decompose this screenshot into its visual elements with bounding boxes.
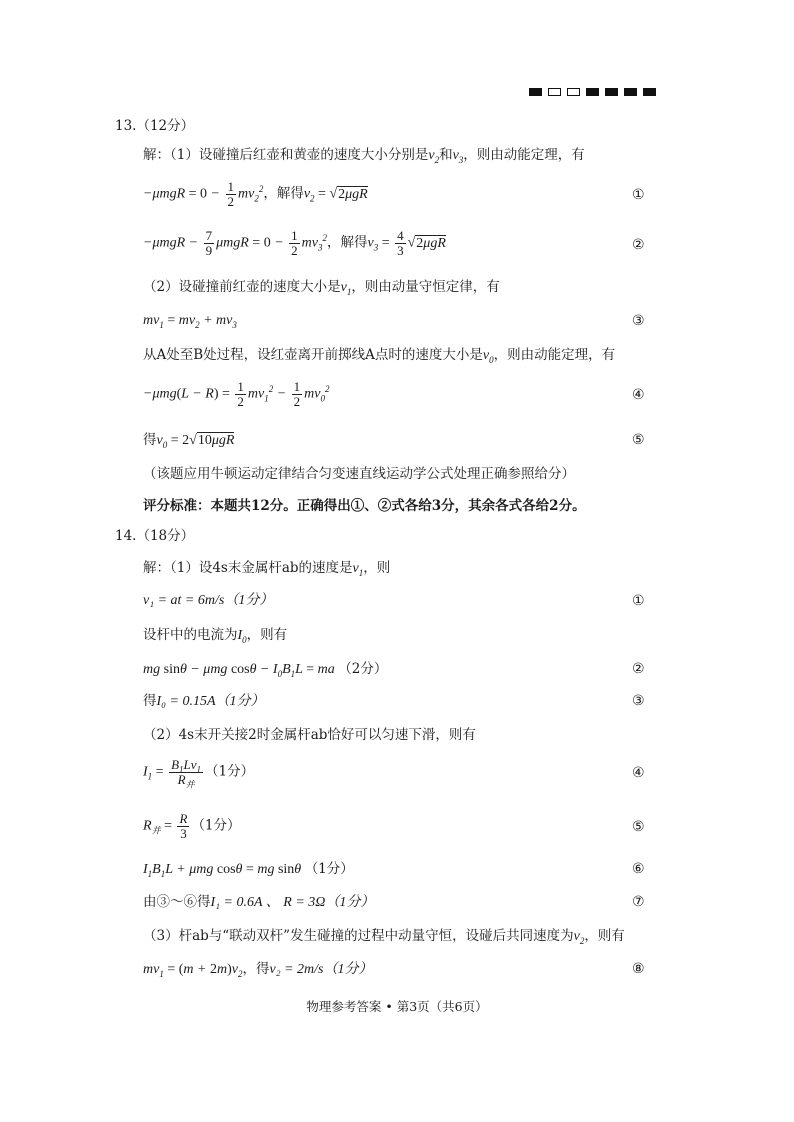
q13-eq5: 得$v_0 = 2√10\mu gR$ [143, 432, 235, 450]
q13-eq1: −μmgR = 0 − $\frac{1}{2}$ $mv_2^2$，解得$v_2 = √2\mu gR$ [143, 179, 368, 209]
page-marker-squares [529, 88, 656, 96]
page-footer: 物理参考答案 • 第3页（共6页） [306, 999, 488, 1014]
eq-marker: ② [632, 237, 645, 253]
q13-heading: 13.（12分） [115, 118, 195, 134]
eq-marker: ③ [632, 313, 645, 329]
q13-line2: （2）设碰撞前红壶的速度大小是$v_1$，则由动量守恒定律，有 [143, 279, 500, 297]
q13-eq3: $mv_1 = mv_2 + mv_3$ [143, 313, 237, 330]
q14-line2: 设杆中的电流为$I_0$，则有 [143, 627, 288, 645]
marker-filled [624, 88, 637, 96]
q13-line1: 解：（1）设碰撞后红壶和黄壶的速度大小分别是$v_2$和$v_3$，则由动能定理，有 [143, 147, 585, 165]
q14-eq4: $I_1$ = $\frac{B_1Lv_1}{R_并}$ （1分） [143, 757, 255, 790]
eq-marker: ① [632, 187, 645, 203]
eq-marker: ④ [632, 387, 645, 403]
q14-line3: （2）4s末开关接2时金属杆ab恰好可以匀速下滑，则有 [143, 727, 476, 743]
marker-filled [529, 88, 542, 96]
eq-marker: ⑧ [632, 961, 645, 977]
q14-line4: （3）杆ab与“联动双杆”发生碰撞的过程中动量守恒，设碰后共同速度为$v_2$，则有 [143, 928, 625, 946]
q13-note: （该题应用牛顿运动定律结合匀变速直线运动学公式处理正确参照给分） [143, 466, 575, 482]
q14-eq8: $mv_1 = (m + 2m)v_2$，得v₂ = 2m/s（1分） [143, 961, 373, 979]
q14-heading: 14.（18分） [115, 528, 195, 544]
q14-eq1: v₁ = at = 6m/s（1分） [143, 593, 274, 608]
q13-scoring: 评分标准：本题共12分。正确得出①、②式各给3分，其余各式各给2分。 [143, 498, 586, 514]
q13-line3: 从A处至B处过程，设红壶离开前掷线A点时的速度大小是$v_0$，则由动能定理，有 [143, 347, 616, 365]
eq-marker: ⑥ [632, 861, 645, 877]
q14-eq6: $I_1B_1L + \mu mg$ cosθ = mg sinθ （1分） [143, 861, 354, 879]
eq-marker: ⑤ [632, 432, 645, 448]
marker-outline [548, 88, 561, 96]
eq-marker: ③ [632, 693, 645, 709]
q13-eq4: −μmg(L − R) = $\frac{1}{2}$ $mv_1^2$ − $\frac{1}{2}$ $mv_0^2$ [143, 379, 330, 409]
marker-filled [643, 88, 656, 96]
q14-eq7: 由③～⑥得I₁ = 0.6A 、 R = 3Ω（1分） [143, 894, 375, 910]
q14-line1: 解：（1）设4s末金属杆ab的速度是$v_1$，则 [143, 560, 391, 578]
marker-outline [567, 88, 580, 96]
marker-filled [605, 88, 618, 96]
q13-eq2: −μmgR − $\frac{7}{9}$ μmgR = 0 − $\frac{1}{2}$ $mv_3^2$，解得$v_3$ = $\frac{4}{3}$ √2μgR [143, 228, 446, 258]
eq-marker: ⑤ [632, 819, 645, 835]
q14-eq3: 得I₀ = 0.15A（1分） [143, 693, 265, 709]
q14-eq2: mg sinθ − μmg $\cos\theta - I_0B_1L$ = ma （2分） [143, 661, 388, 679]
eq-marker: ② [632, 661, 645, 677]
q14-eq5: $R_并$ = $\frac{R}{3}$ （1分） [143, 811, 241, 841]
eq-marker: ① [632, 593, 645, 609]
marker-filled [586, 88, 599, 96]
eq-marker: ⑦ [632, 894, 645, 910]
eq-marker: ④ [632, 765, 645, 781]
